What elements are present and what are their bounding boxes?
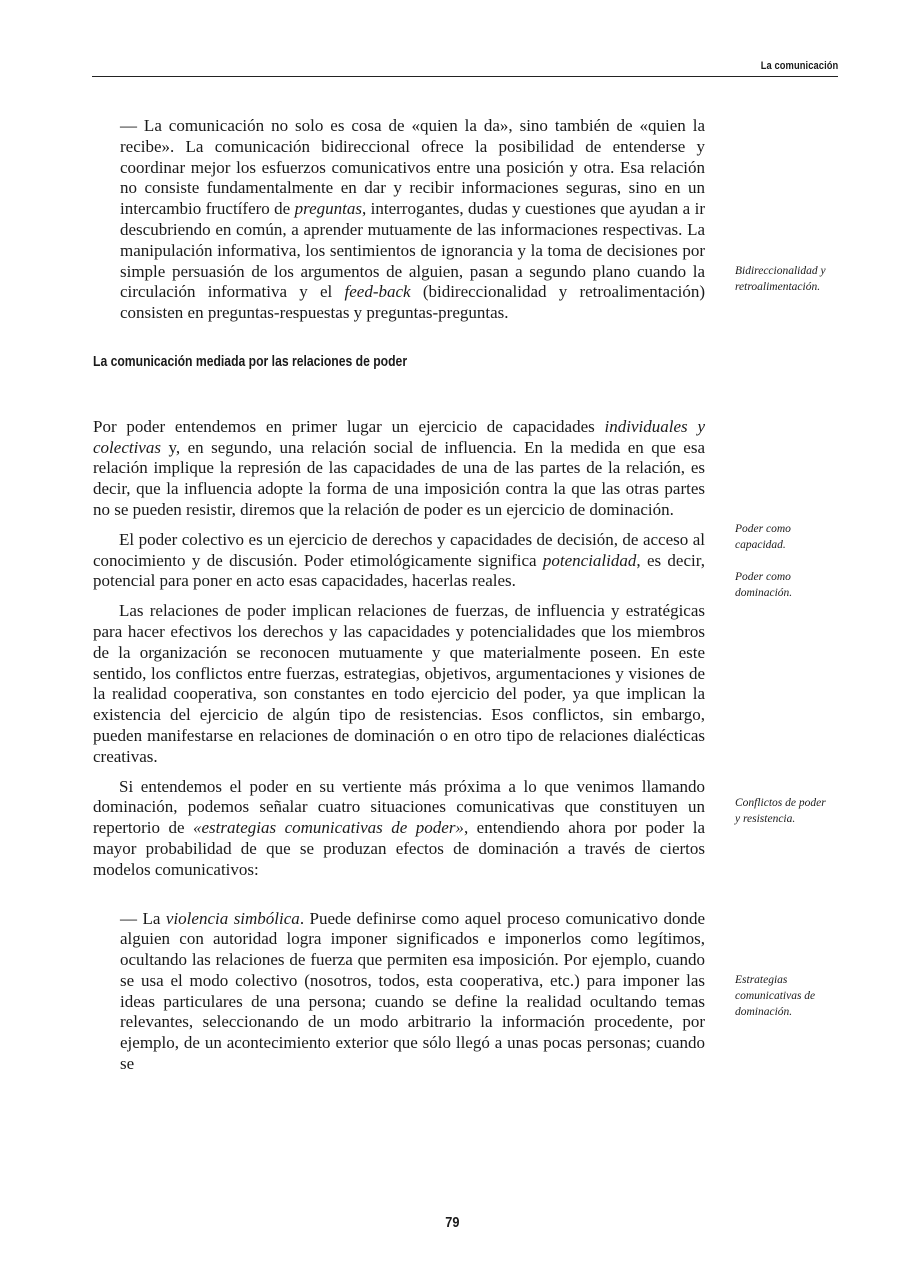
margin-note-line: Poder como	[735, 571, 791, 583]
margin-note-line: y resistencia.	[735, 813, 796, 825]
text-run: Por poder entendemos en primer lugar un ejercicio de capacidades	[93, 416, 605, 436]
paragraph-bidirectional	[93, 116, 705, 324]
paragraph-symbolic-violence	[93, 909, 705, 1075]
page-number-text: 79	[445, 1214, 460, 1231]
running-header	[92, 58, 838, 77]
text-run: y, en segundo, una relación social de influencia. En la medida en que esa relación implique la represión de las capacidades de una de las partes de la relación, es decir, que la influencia adopte la forma de una imposición contra la que las otras partes no se pueden resistir, diremos que la relación de poder es un ejercicio de dominación.	[93, 437, 705, 519]
italic-run: violencia simbólica	[165, 908, 300, 928]
margin-note-line: Conflictos de poder	[735, 797, 826, 809]
section-heading: La comunicación mediada por las relaciones de poder	[93, 353, 408, 370]
margin-note-conflicts	[735, 795, 853, 827]
margin-note-line: comunicativas de	[735, 990, 816, 1002]
page-number	[0, 1214, 905, 1231]
margin-note-line: dominación.	[735, 587, 793, 599]
margin-note-strategies	[735, 972, 853, 1020]
margin-note-line: Bidireccionalidad y	[735, 265, 826, 277]
italic-run: individuales y colectivas	[93, 416, 705, 457]
margin-note-line: retroalimentación.	[735, 281, 821, 293]
text-run: — La	[120, 908, 166, 928]
text-run: El poder colectivo es un ejercicio de derechos y capacidades de decisión, de acceso al conocimiento y de discusión. Poder etimológicamente significa	[93, 529, 705, 570]
italic-run: potencialidad	[542, 550, 637, 570]
text-run: . Puede definirse como aquel proceso comunicativo donde alguien con autoridad logra imponer significados e imponerlos como legítimos, ocultando las relaciones de fuerza que permiten esa imposición. Por ejemplo, cuando se usa el modo colectivo (nosotros, todos, esta cooperativa, etc.) para imponer las ideas particulares de una persona; cuando se define la realidad ocultando temas relevantes, seleccionando de un modo arbitrario la información procedente, por ejemplo, de un acontecimiento exterior que sólo llegó a unas pocas personas; cuando se	[120, 908, 705, 1074]
margin-note-line: Estrategias	[735, 974, 788, 986]
main-text-column	[93, 116, 705, 1075]
italic-run: «estrategias comunicativas de poder»	[193, 818, 464, 838]
running-header-title: La comunicación	[760, 60, 838, 72]
italic-run: feed-back	[344, 282, 411, 302]
margin-note-line: dominación.	[735, 1006, 793, 1018]
paragraph-collective-power	[93, 530, 705, 592]
text-run: , interrogantes, dudas y cuestiones que ayudan a ir descubriendo en común, a aprender mutuamente de las informaciones respectivas. La manipulación informativa, los sentimientos de ignorancia y la toma de decisiones por simple persuasión de los argumentos de alguien, pasan a segundo plano cuando la circulación informativa y el	[120, 199, 705, 302]
text-run: , entendiendo ahora por poder la mayor probabilidad de que se produzan efectos de dominación a través de ciertos modelos comunicativos:	[93, 818, 705, 879]
text-run: (bidireccionalidad y retroalimentación) consisten en preguntas-respuestas y preguntas-preguntas.	[120, 282, 705, 323]
margin-note-power-domination	[735, 569, 853, 601]
margin-note-bidirectionality	[735, 263, 853, 295]
margin-note-line: capacidad.	[735, 539, 786, 551]
margin-note-line: Poder como	[735, 523, 791, 535]
text-run: — La comunicación no solo es cosa de «quien la da», sino también de «quien la recibe». La comunicación bidireccional ofrece la posibilidad de entenderse y coordinar mejor los esfuerzos comunicativos entre una posición y otra. Esa relación no consiste fundamentalmente en dar y recibir informaciones seguras, sino en un intercambio fructífero de	[120, 116, 705, 219]
text-run: , es decir, potencial para poner en acto esas capacidades, hacerlas reales.	[93, 550, 705, 591]
paragraph-power-relations: Las relaciones de poder implican relaciones de fuerzas, de influencia y estratégicas para hacer efectivos los derechos y las capacidades y potencialidades que los miembros de la organización se reconocen mutuamente y que materialmente poseen. En este sentido, los conflictos entre fuerzas, estrategias, objetivos, argumentaciones y visiones de la realidad cooperativa, son constantes en todo ejercicio del poder, ya que implican la existencia del ejercicio de algún tipo de resistencias. Esos conflictos, sin embargo, pueden manifestarse en relaciones de dominación o en otro tipo de relaciones dialécticas creativas.	[93, 601, 705, 766]
paragraph-strategies	[93, 777, 705, 881]
italic-run: preguntas	[294, 199, 362, 219]
margin-note-power-capacity	[735, 521, 853, 553]
paragraph-power-definition	[93, 417, 705, 521]
text-run: Si entendemos el poder en su vertiente más próxima a lo que venimos llamando dominación, podemos señalar cuatro situaciones comunicativas que constituyen un repertorio de	[93, 776, 705, 838]
